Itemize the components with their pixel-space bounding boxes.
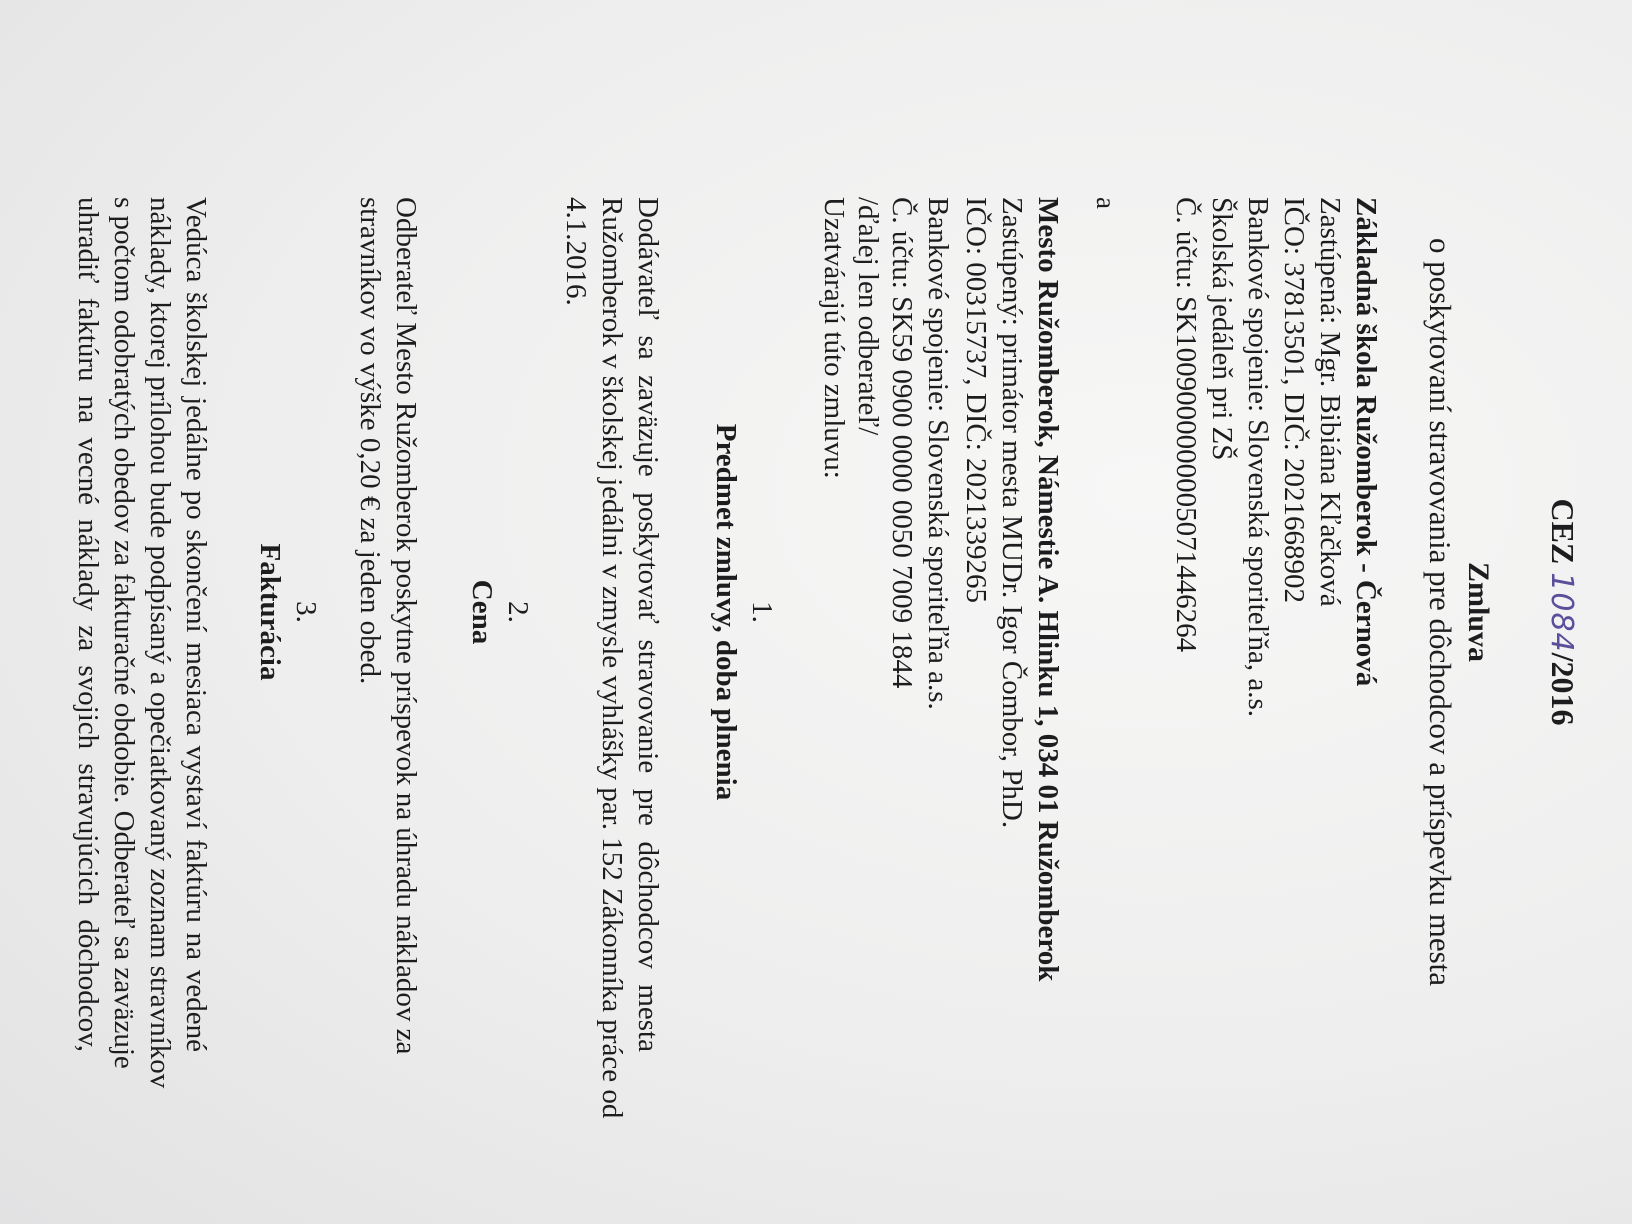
section-heading: Fakturácia bbox=[254, 543, 286, 681]
section-text-line: Odberateľ Mesto Ružomberok poskytne príspevok na úhradu nákladov za bbox=[390, 197, 422, 1055]
party2-line: Uzatvárajú túto zmluvu: bbox=[818, 197, 850, 479]
document-number-suffix: /2016 bbox=[1545, 652, 1581, 726]
section-text-line: Ružomberok v školskej jedálni v zmysle vyhlášky par. 152 Zákonníka práce od bbox=[596, 197, 628, 1119]
section-text-line: s počtom odobratých obedov za fakturačné obdobie. Odberateľ sa zaväzuje bbox=[108, 197, 140, 1069]
section-text-line: stravníkov vo výške 0,20 € za jeden obed. bbox=[354, 197, 386, 685]
conjunction: a bbox=[1091, 197, 1121, 209]
section-text-line: Dodávateľ sa zaväzuje poskytovať stravovanie pre dôchodcov mesta bbox=[632, 197, 664, 1052]
section-text-line: Vedúca školskej jedálne po skončení mesiaca vystaví faktúru na vedené bbox=[180, 197, 212, 1052]
party2-line: /ďalej len odberateľ/ bbox=[852, 197, 884, 436]
party1-line: Zastúpená: Mgr. Bibiána Kľačková bbox=[1314, 197, 1346, 607]
section-text-line: uhradiť faktúru na vecné náklady za svojich stravujúcich dôchodcov, bbox=[72, 197, 104, 1052]
handwritten-number: 1084 bbox=[1544, 572, 1579, 653]
section-heading: Cena bbox=[466, 579, 498, 645]
section-number: 1. bbox=[746, 601, 778, 623]
document-number bbox=[1543, 22, 1581, 1202]
party2-line: Bankové spojenie: Slovenská sporiteľňa a.s. bbox=[922, 197, 954, 710]
section-text-line: 4.1.2016. bbox=[560, 197, 592, 306]
document-number-prefix: CEZ bbox=[1545, 498, 1581, 565]
party1-line: Č. účtu: SK1009000000005071446264 bbox=[1170, 197, 1202, 653]
party1-line: Školská jedáleň pri ZŠ bbox=[1206, 197, 1238, 461]
section-number: 3. bbox=[290, 601, 322, 623]
party2-line: Zastúpený: primátor mesta MUDr. Igor Čombor, PhD. bbox=[996, 197, 1028, 829]
party1-line: Bankové spojenie: Slovenská sporiteľňa, a.s. bbox=[1242, 197, 1274, 717]
party2-line: IČO: 00315737, DIČ: 2021339265 bbox=[960, 197, 992, 603]
document-title: Zmluva bbox=[1462, 561, 1495, 663]
party2-name: Mesto Ružomberok, Námestie A. Hlinku 1, 034 01 Ružomberok bbox=[1032, 197, 1064, 982]
sheet-content bbox=[36, 22, 1596, 1202]
party1-name: Základná škola Ružomberok - Černová bbox=[1350, 197, 1382, 687]
section-text-line: náklady, ktorej prílohou bude podpísaný a opečiatkovaný zoznam stravníkov bbox=[144, 197, 176, 1089]
party1-line: IČO: 37813501, DIČ: 2021668902 bbox=[1278, 197, 1310, 603]
rotated-sheet bbox=[36, 22, 1596, 1202]
section-number: 2. bbox=[502, 601, 534, 623]
document-subtitle: o poskytovaní stravovania pre dôchodcov a príspevku mesta bbox=[1423, 237, 1458, 987]
section-heading: Predmet zmluvy, doba plnenia bbox=[710, 423, 742, 801]
party2-line: Č. účtu: SK59 0900 0000 0050 7009 1844 bbox=[886, 197, 918, 689]
